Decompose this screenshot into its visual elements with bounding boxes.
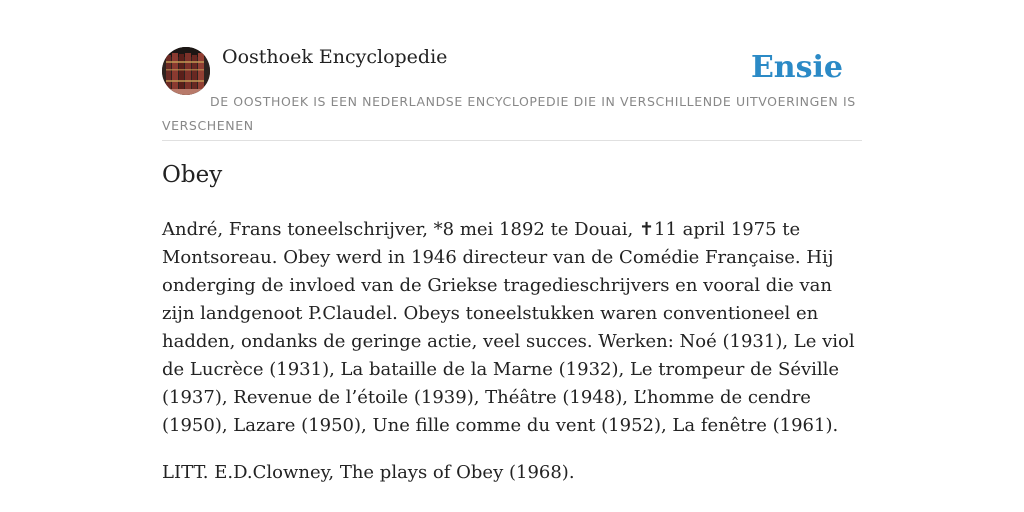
book-spines-icon[interactable] xyxy=(162,47,210,95)
page-container xyxy=(162,0,862,483)
site-title[interactable]: Oosthoek Encyclopedie xyxy=(222,46,448,68)
brand-logo[interactable]: Ensie xyxy=(750,50,843,85)
article-title: Obey xyxy=(162,162,223,188)
article-literature: LITT. E.D.Clowney, The plays of Obey (1968). xyxy=(162,462,575,483)
site-tagline: DE OOSTHOEK IS EEN NEDERLANDSE ENCYCLOPEDIE DIE IN VERSCHILLENDE UITVOERINGEN IS VERSCHENEN xyxy=(162,94,856,133)
article-body: André, Frans toneelschrijver, *8 mei 1892 te Douai, ✝11 april 1975 te Montsoreau. Obey werd in 1946 directeur van de Comédie Française. Hij onderging de invloed van de Griekse tragedieschrijvers en vooral die van zijn landgenoot P.Claudel. Obeys toneelstukken waren conventioneel en hadden, ondanks de geringe actie, veel succes. Werken: Noé (1931), Le viol de Lucrèce (1931), La bataille de la Marne (1932), Le trompeur de Séville (1937), Revenue de l’étoile (1939), Théâtre (1948), L’homme de cendre (1950), Lazare (1950), Une fille comme du vent (1952), La fenêtre (1961). xyxy=(162,219,855,436)
site-header xyxy=(162,0,862,141)
